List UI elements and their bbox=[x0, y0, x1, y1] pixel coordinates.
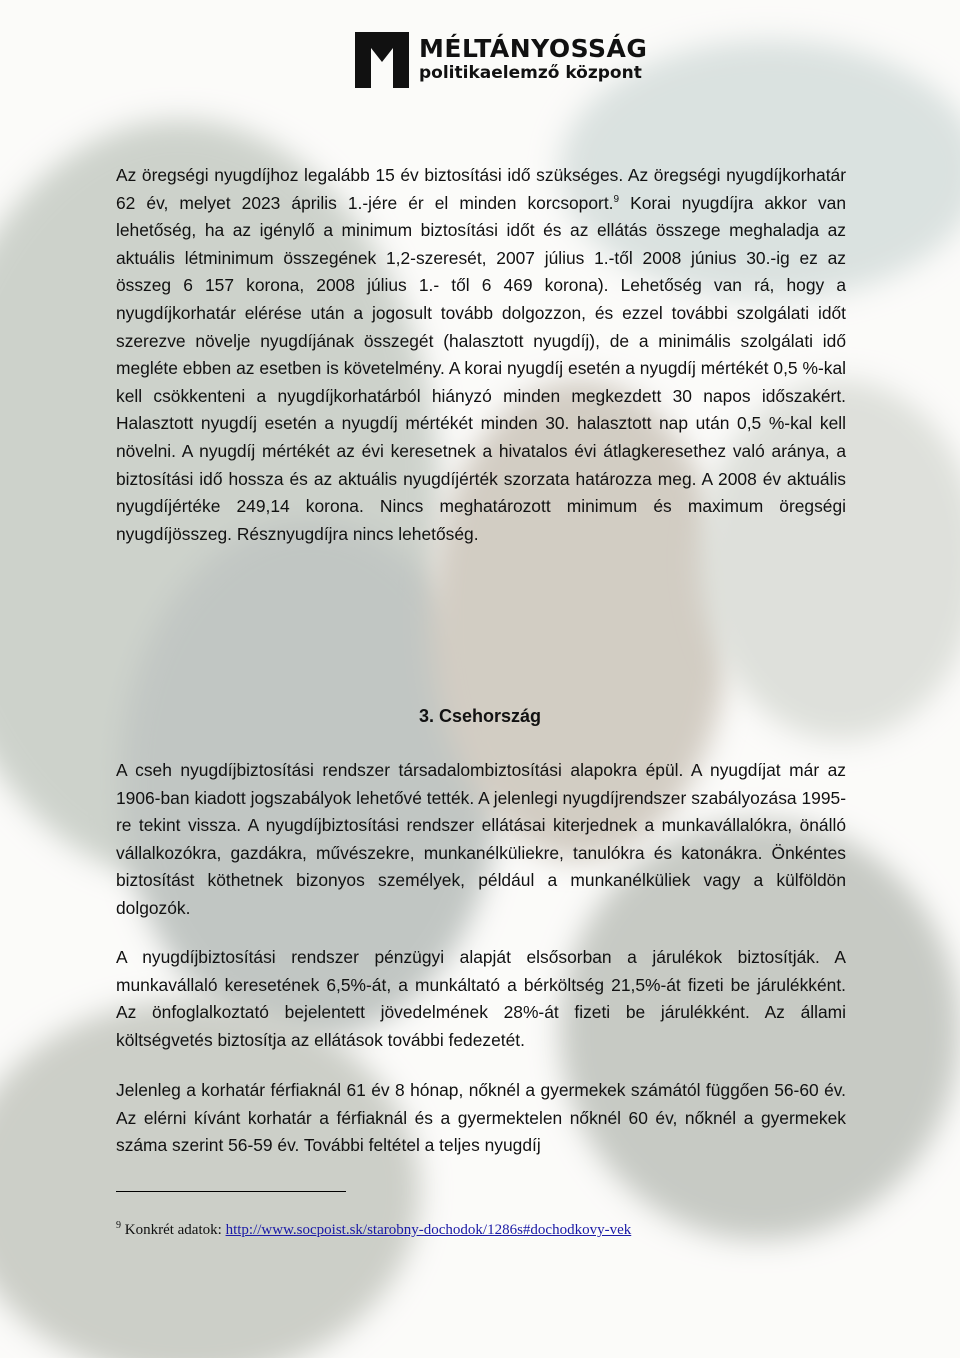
paragraph-text: Az öregségi nyugdíjhoz legalább 15 év biztosítási idő szükséges. Az öregségi nyugdíjkorhatár 62 év, melyet 2023 április 1.-jére ér el minden korcsoport. bbox=[116, 165, 846, 213]
section-heading: 3. Csehország bbox=[418, 706, 542, 726]
paragraph-funding: A nyugdíjbiztosítási rendszer pénzügyi alapját elsősorban a járulékok biztosítják. A munkavállaló keresetének 6,5%-át, a munkáltató a bérköltség 21,5%-át fizeti be járulékként. Az önfoglalkoztató bejelentett jövedelmének 28%-át fizeti be járulékként. Az állami költségvetés biztosítja az ellátások további fedezetét. bbox=[116, 947, 846, 1050]
footnote-link[interactable]: http://www.socpoist.sk/starobny-dochodok/1286s#dochodkovy-vek bbox=[225, 1222, 632, 1238]
footnote-ref: 9 bbox=[613, 193, 620, 205]
footnote bbox=[116, 1222, 631, 1239]
brand-name: MÉLTÁNYOSSÁG bbox=[419, 34, 648, 63]
footnote-divider bbox=[116, 1191, 346, 1192]
paragraph-text: Korai nyugdíjra akkor van lehetőség, ha az igénylő a minimum biztosítási időt és az ellátás összege meghaladja az aktuális létminimum összegének 1,2-szeresét, 2007 július 1.-től 2008 június 30.-ig ez az összeg 6 157 korona, 2008 július 1.- től 6 469 korona). Lehetőség van rá, hogy a nyugdíjkorhatár elérése után a jogosult tovább dolgozzon, és ezzel további szolgálati időt szerezve növelje nyugdíjának összegét (halasztott nyugdíj), de a minimális szolgálati idő megléte ebben az esetben is követelmény. A korai nyugdíj esetén a nyugdíj mértékét 0,5 %-kal kell csökkenteni a nyugdíjkorhatárból hiányzó minden megkezdett 30 napos időszakért. Halasztott nyugdíj esetén a nyugdíj mértékét minden 30. halasztott nap után 0,5 %-kal kell növelni. A nyugdíj mértékét az évi keresetnek a hivatalos évi átlagkeresethez való aránya, a biztosítási idő hossza és az aktuális nyugdíjérték szorzata határozza meg. A 2008 év aktuális nyugdíjértéke 249,14 korona. Nincs meghatározott minimum és maximum öregségi nyugdíjösszeg. Résznyugdíjra nincs lehetőség. bbox=[116, 192, 846, 544]
paragraph-pension-rules bbox=[116, 162, 846, 548]
footnote-label: Konkrét adatok: bbox=[121, 1222, 226, 1238]
brand-logo-icon bbox=[355, 32, 409, 88]
paragraph-age-limit: Jelenleg a korhatár férfiaknál 61 év 8 hónap, nőknél a gyermekek számától függően 56-60 év. Az elérni kívánt korhatár a férfiaknál és a gyermektelen nőknél 60 év, nőknél a gyermekek száma szerint 56-59 év. További feltétel a teljes nyugdíj bbox=[116, 1080, 846, 1156]
brand-logo bbox=[355, 32, 648, 90]
brand-subtitle: politikaelemző központ bbox=[419, 63, 642, 83]
paragraph-czech-system: A cseh nyugdíjbiztosítási rendszer társadalombiztosítási alapokra épül. A nyugdíjat már az 1906-ban kiadott jogszabályok lehetővé tették. A jelenlegi nyugdíjrendszer szabályozása 1995-re tekint vissza. A nyugdíjbiztosítási rendszer ellátásai kiterjednek a munkavállalókra, önálló vállalkozókra, gazdákra, művészekre, munkanélküliekre, tanulókra és katonákra. Önkéntes biztosítást köthetnek bizonyos személyek, például a munkanélküliek vagy a külföldön dolgozók. bbox=[116, 760, 846, 918]
footnote-number: 9 bbox=[116, 1220, 121, 1231]
